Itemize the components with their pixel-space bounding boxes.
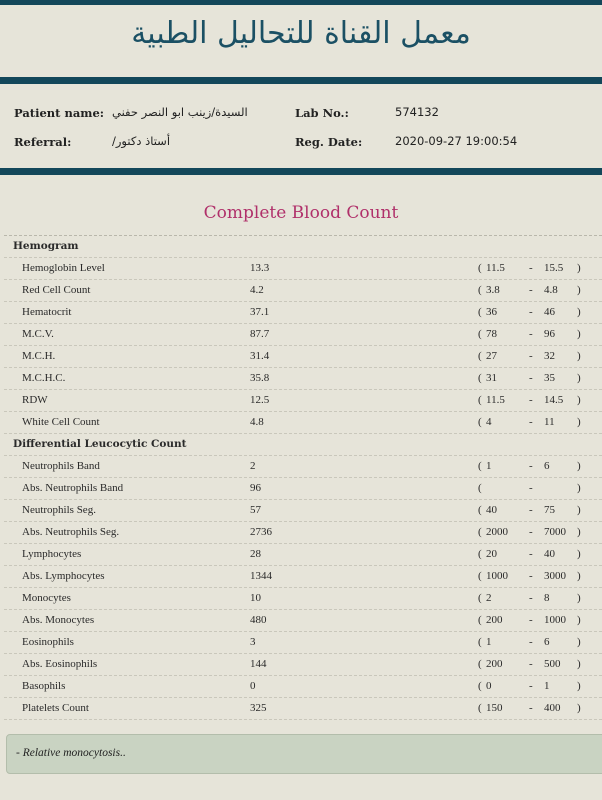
range-dash: -	[529, 460, 533, 472]
range-close-paren: )	[577, 570, 581, 582]
range-high: 3000	[544, 570, 566, 582]
test-name: Red Cell Count	[22, 284, 91, 296]
range-close-paren: )	[577, 614, 581, 626]
result-row	[4, 456, 602, 478]
range-close-paren: )	[577, 658, 581, 670]
patient-name-label: Patient name:	[14, 106, 105, 120]
range-low: 20	[486, 548, 497, 560]
range-open-paren: (	[478, 636, 482, 648]
range-close-paren: )	[577, 394, 581, 406]
range-high: 96	[544, 328, 555, 340]
result-row	[4, 412, 602, 434]
test-name: Abs. Neutrophils Band	[22, 482, 124, 494]
range-close-paren: )	[577, 350, 581, 362]
test-name: White Cell Count	[22, 416, 100, 428]
test-name: Abs. Eosinophils	[22, 658, 98, 670]
range-dash: -	[529, 394, 533, 406]
result-row	[4, 654, 602, 676]
result-row	[4, 346, 602, 368]
lab-no-value: 574132	[395, 105, 439, 119]
result-row	[4, 390, 602, 412]
test-name: Lymphocytes	[22, 548, 82, 560]
group-header-row	[4, 434, 602, 456]
test-name: Eosinophils	[22, 636, 74, 648]
test-name: Hematocrit	[22, 306, 72, 318]
referral-label: Referral:	[14, 135, 72, 149]
range-low: 2000	[486, 526, 508, 538]
test-name: M.C.H.C.	[22, 372, 66, 384]
header-divider	[0, 77, 602, 84]
patient-name-value: السيدة/زينب ابو النصر حفني	[112, 105, 248, 119]
range-dash: -	[529, 416, 533, 428]
range-low: 40	[486, 504, 497, 516]
range-dash: -	[529, 570, 533, 582]
range-close-paren: )	[577, 284, 581, 296]
range-dash: -	[529, 548, 533, 560]
result-row	[4, 522, 602, 544]
range-open-paren: (	[478, 482, 482, 494]
lab-name: معمل القناة للتحاليل الطبية	[131, 16, 471, 51]
range-close-paren: )	[577, 482, 581, 494]
range-high: 15.5	[544, 262, 564, 274]
range-dash: -	[529, 372, 533, 384]
range-close-paren: )	[577, 372, 581, 384]
range-open-paren: (	[478, 658, 482, 670]
range-close-paren: )	[577, 416, 581, 428]
result-row	[4, 698, 602, 720]
range-high: 46	[544, 306, 555, 318]
range-high: 400	[544, 702, 561, 714]
test-value: 10	[250, 592, 261, 604]
range-open-paren: (	[478, 570, 482, 582]
range-high: 75	[544, 504, 555, 516]
test-value: 2736	[250, 526, 272, 538]
range-dash: -	[529, 680, 533, 692]
comment-box	[6, 734, 602, 774]
test-value: 87.7	[250, 328, 270, 340]
test-value: 96	[250, 482, 261, 494]
range-low: 78	[486, 328, 497, 340]
test-value: 325	[250, 702, 267, 714]
range-dash: -	[529, 262, 533, 274]
range-high: 4.8	[544, 284, 558, 296]
test-value: 1344	[250, 570, 272, 582]
test-name: RDW	[22, 394, 48, 406]
test-name: Abs. Monocytes	[22, 614, 95, 626]
range-high: 500	[544, 658, 561, 670]
range-high: 1	[544, 680, 550, 692]
range-low: 27	[486, 350, 497, 362]
result-row	[4, 302, 602, 324]
range-dash: -	[529, 328, 533, 340]
range-dash: -	[529, 636, 533, 648]
result-row	[4, 676, 602, 698]
range-low: 36	[486, 306, 497, 318]
test-value: 12.5	[250, 394, 270, 406]
range-dash: -	[529, 592, 533, 604]
test-value: 13.3	[250, 262, 270, 274]
range-high: 6	[544, 460, 550, 472]
range-close-paren: )	[577, 592, 581, 604]
range-high: 32	[544, 350, 555, 362]
range-dash: -	[529, 284, 533, 296]
range-open-paren: (	[478, 680, 482, 692]
range-dash: -	[529, 614, 533, 626]
result-row	[4, 566, 602, 588]
result-row	[4, 324, 602, 346]
range-close-paren: )	[577, 548, 581, 560]
range-low: 150	[486, 702, 503, 714]
range-dash: -	[529, 658, 533, 670]
test-name: Neutrophils Band	[22, 460, 100, 472]
result-row	[4, 280, 602, 302]
range-open-paren: (	[478, 460, 482, 472]
result-row	[4, 610, 602, 632]
test-name: Basophils	[22, 680, 66, 692]
range-open-paren: (	[478, 702, 482, 714]
range-open-paren: (	[478, 284, 482, 296]
range-close-paren: )	[577, 702, 581, 714]
range-open-paren: (	[478, 306, 482, 318]
range-close-paren: )	[577, 460, 581, 472]
group-title: Hemogram	[13, 240, 79, 252]
range-dash: -	[529, 526, 533, 538]
range-low: 11.5	[486, 394, 505, 406]
range-close-paren: )	[577, 328, 581, 340]
referral-value: أستاذ دكتور/	[112, 134, 171, 148]
range-low: 2	[486, 592, 492, 604]
range-high: 8	[544, 592, 550, 604]
top-accent-bar	[0, 0, 602, 5]
range-low: 1000	[486, 570, 508, 582]
test-name: Neutrophils Seg.	[22, 504, 96, 516]
test-value: 4.8	[250, 416, 264, 428]
range-open-paren: (	[478, 504, 482, 516]
test-value: 37.1	[250, 306, 270, 318]
group-header-row	[4, 236, 602, 258]
range-open-paren: (	[478, 548, 482, 560]
test-name: M.C.H.	[22, 350, 56, 362]
lab-header	[0, 0, 602, 78]
test-name: Hemoglobin Level	[22, 262, 105, 274]
test-value: 480	[250, 614, 267, 626]
result-row	[4, 478, 602, 500]
lab-no-label: Lab No.:	[295, 106, 349, 120]
range-open-paren: (	[478, 262, 482, 274]
test-value: 28	[250, 548, 261, 560]
test-value: 0	[250, 680, 256, 692]
range-close-paren: )	[577, 636, 581, 648]
range-high: 11	[544, 416, 555, 428]
test-name: Platelets Count	[22, 702, 89, 714]
info-divider	[0, 168, 602, 175]
result-row	[4, 588, 602, 610]
range-open-paren: (	[478, 328, 482, 340]
range-high: 7000	[544, 526, 566, 538]
reg-date-value: 2020-09-27 19:00:54	[395, 134, 518, 148]
report-title: Complete Blood Count	[203, 203, 399, 223]
range-close-paren: )	[577, 526, 581, 538]
range-low: 200	[486, 614, 503, 626]
range-open-paren: (	[478, 350, 482, 362]
range-high: 40	[544, 548, 555, 560]
range-open-paren: (	[478, 416, 482, 428]
range-open-paren: (	[478, 526, 482, 538]
test-value: 4.2	[250, 284, 264, 296]
test-name: Abs. Neutrophils Seg.	[22, 526, 120, 538]
range-low: 1	[486, 460, 492, 472]
range-dash: -	[529, 504, 533, 516]
range-low: 11.5	[486, 262, 505, 274]
range-low: 0	[486, 680, 492, 692]
range-close-paren: )	[577, 504, 581, 516]
result-row	[4, 258, 602, 280]
range-dash: -	[529, 350, 533, 362]
test-name: Abs. Lymphocytes	[22, 570, 105, 582]
range-high: 6	[544, 636, 550, 648]
reg-date-label: Reg. Date:	[295, 135, 363, 149]
results-table	[4, 235, 602, 720]
test-value: 3	[250, 636, 256, 648]
test-value: 57	[250, 504, 261, 516]
range-low: 1	[486, 636, 492, 648]
range-open-paren: (	[478, 372, 482, 384]
range-dash: -	[529, 702, 533, 714]
patient-info	[0, 84, 602, 168]
test-value: 31.4	[250, 350, 270, 362]
result-row	[4, 544, 602, 566]
range-low: 3.8	[486, 284, 500, 296]
range-close-paren: )	[577, 680, 581, 692]
range-open-paren: (	[478, 614, 482, 626]
range-high: 35	[544, 372, 555, 384]
test-name: Monocytes	[22, 592, 71, 604]
test-value: 144	[250, 658, 267, 670]
range-open-paren: (	[478, 592, 482, 604]
range-high: 1000	[544, 614, 566, 626]
test-name: M.C.V.	[22, 328, 54, 340]
test-value: 2	[250, 460, 256, 472]
range-high: 14.5	[544, 394, 564, 406]
group-title: Differential Leucocytic Count	[13, 438, 187, 450]
result-row	[4, 632, 602, 654]
range-open-paren: (	[478, 394, 482, 406]
range-dash: -	[529, 482, 533, 494]
result-row	[4, 368, 602, 390]
range-low: 200	[486, 658, 503, 670]
test-value: 35.8	[250, 372, 270, 384]
result-row	[4, 500, 602, 522]
comment-text: - Relative monocytosis..	[16, 747, 126, 759]
range-dash: -	[529, 306, 533, 318]
range-close-paren: )	[577, 262, 581, 274]
range-low: 31	[486, 372, 497, 384]
range-low: 4	[486, 416, 492, 428]
range-close-paren: )	[577, 306, 581, 318]
